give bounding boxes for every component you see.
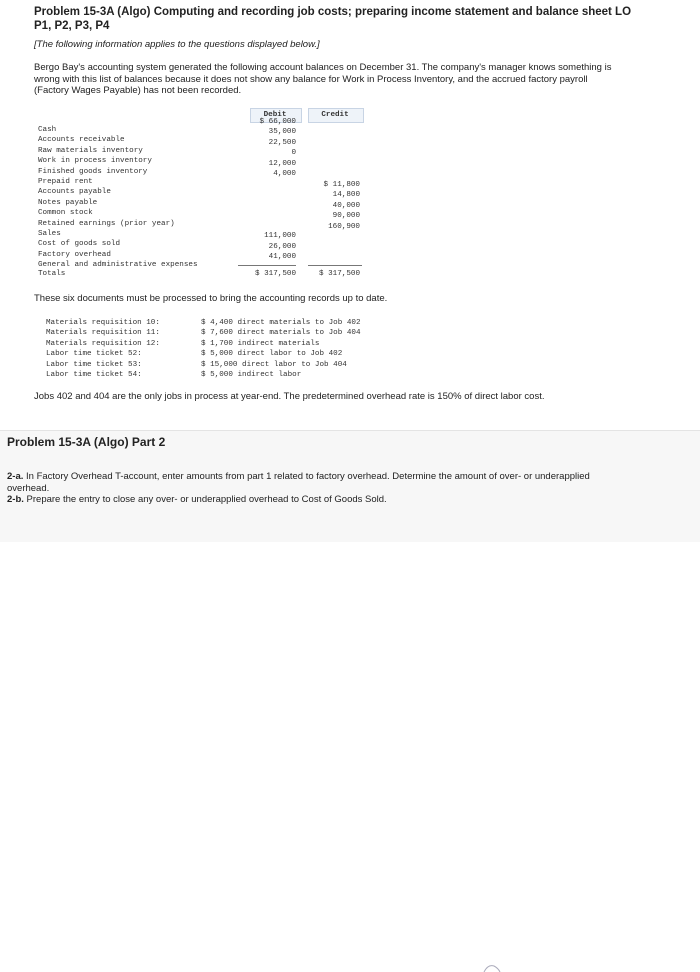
debit-value: $ 66,000 [259,118,296,126]
credit-header: Credit [321,111,349,119]
document-name: Labor time ticket 53: [46,360,142,369]
account-name: Cash [38,126,57,134]
info-note: [The following information applies to the questions displayed below.] [34,39,320,50]
credit-value: 14,800 [332,191,360,200]
document-detail: $ 5,000 indirect labor [201,370,302,379]
part2-title: Problem 15-3A (Algo) Part 2 [7,435,166,449]
intro-paragraph: Bergo Bay's accounting system generated the following account balances on December 31. The company's manager knows something is wrong with this list of balances because it does not show any balance for Work in Process Inventory, and the accrued factory payroll (Factory Wages Payable) has not been recorded. [34,62,612,96]
part2-section [0,430,700,542]
balances-table [38,108,364,282]
account-name: Prepaid rent [38,178,93,187]
document-detail: $ 4,400 direct materials to Job 402 [201,319,361,327]
debit-value: 35,000 [268,128,296,137]
credit-value: $ 11,800 [323,181,360,189]
account-names [38,125,198,271]
debit-value [238,190,296,200]
debit-value: 12,000 [268,159,296,168]
document-row [46,318,361,328]
debit-value: 26,000 [268,242,296,251]
documents-list [46,318,361,380]
question-2b-text: Prepare the entry to close any over- or underapplied overhead to Cost of Goods Sold. [26,494,387,505]
debit-value [238,221,296,231]
account-name: Common stock [38,209,93,218]
document-name: Labor time ticket 54: [46,370,142,379]
document-detail: $ 5,000 direct labor to Job 402 [201,350,343,359]
question-2b-label: 2-b. [7,494,24,505]
debit-total-rule [238,265,296,266]
total-debit: $ 317,500 [254,270,296,278]
six-documents-text: These six documents must be processed to bring the accounting records up to date. [34,293,388,304]
jobs-text: Jobs 402 and 404 are the only jobs in process at year-end. The predetermined overhead rate is 150% of direct labor cost. [34,391,545,402]
debit-value: 22,500 [268,138,296,147]
document-name: Materials requisition 12: [46,339,160,348]
credit-values [302,180,360,232]
total-credit: $ 317,500 [318,270,360,278]
account-name: Cost of goods sold [38,240,121,249]
account-name: General and administrative expenses [38,261,198,270]
document-name: Labor time ticket 52: [46,350,142,359]
question-2a [7,471,607,494]
account-name: Finished goods inventory [38,167,148,176]
debit-value [238,200,296,210]
account-name: Raw materials inventory [38,146,143,155]
account-name: Accounts payable [38,188,111,197]
problem-title: Problem 15-3A (Algo) Computing and recording job costs; preparing income statement and balance sheet LO P1, P2, P3, P4 [34,6,632,32]
debit-value: 111,000 [264,232,296,241]
question-2a-text: In Factory Overhead T-account, enter amounts from part 1 related to factory overhead. Determine the amount of over- or underapplied overhead. [7,471,590,494]
account-name: Sales [38,230,61,239]
credit-value: 160,900 [328,222,360,231]
problem-panel [0,0,700,430]
document-detail: $ 15,000 direct labor to Job 404 [201,360,347,369]
question-2b [7,494,607,506]
document-name: Materials requisition 10: [46,319,160,327]
account-name: Notes payable [38,198,98,207]
credit-total-rule [308,265,362,266]
document-detail: $ 1,700 indirect materials [201,339,320,348]
document-row [46,370,361,380]
debit-value: 4,000 [273,169,296,178]
part2-questions [7,471,607,506]
partial-icon [478,962,508,972]
debit-value [238,179,296,189]
document-row [46,328,361,338]
account-name: Accounts receivable [38,136,125,145]
debit-value: 41,000 [268,253,296,262]
credit-value: 90,000 [332,212,360,221]
question-2a-label: 2-a. [7,471,24,482]
document-row [46,349,361,359]
credit-value: 40,000 [332,201,360,210]
account-name: Work in process inventory [38,157,152,166]
totals-label: Totals [38,270,66,278]
debit-values [238,117,296,262]
account-name: Retained earnings (prior year) [38,219,175,228]
document-name: Materials requisition 11: [46,329,160,338]
document-detail: $ 7,600 direct materials to Job 404 [201,329,361,338]
document-row [46,339,361,349]
account-name: Factory overhead [38,250,111,259]
debit-value: 0 [291,149,296,158]
document-row [46,360,361,370]
debit-header: Debit [263,111,287,119]
debit-value [238,211,296,221]
